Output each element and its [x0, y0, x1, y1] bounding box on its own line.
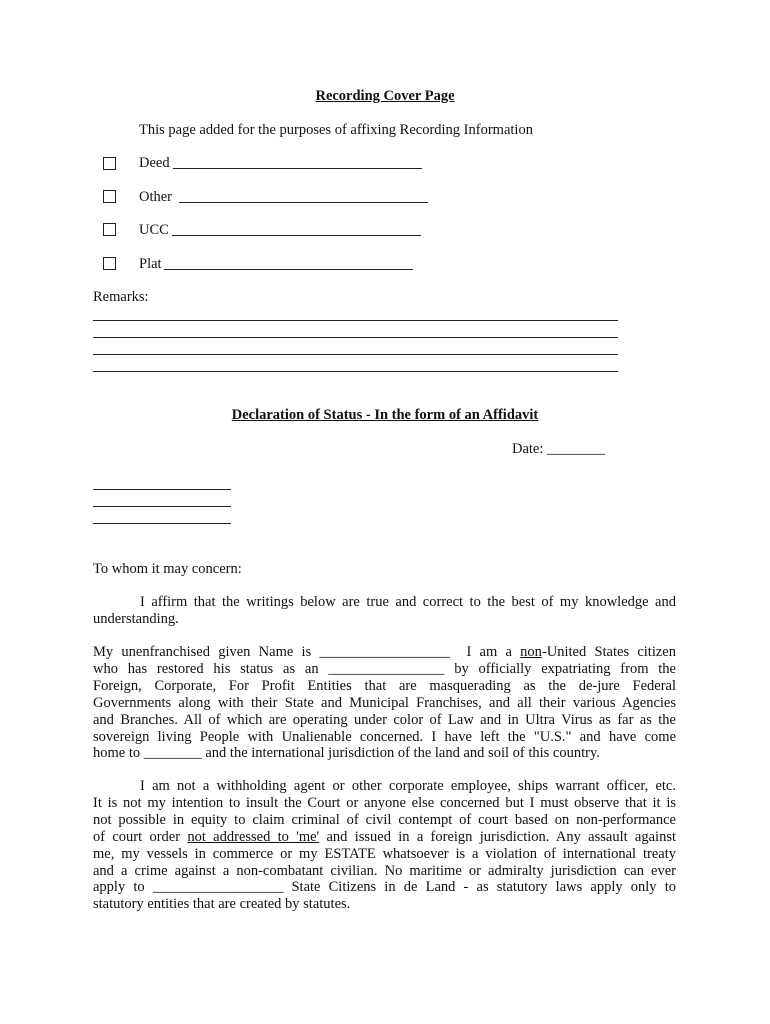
text-line: I am not a withholding agent or other corporate employee, ships warrant officer, etc.	[140, 778, 676, 794]
address-line[interactable]	[93, 506, 231, 507]
underlined-phrase: not addressed to 'me'	[187, 828, 320, 845]
text-line: and a crime against a non-combatant civilian. No maritime or admiralty jurisdiction can ever	[93, 862, 676, 879]
text-line: It is not my intention to insult the Court or anyone else concerned but I must observe that it is	[93, 794, 676, 811]
date-blank[interactable]: ________	[547, 441, 606, 457]
text-line: Governments along with their State and Municipal Franchises, and all their various Agencies	[93, 694, 676, 711]
text-line	[93, 661, 676, 678]
text-line	[93, 829, 676, 846]
text-line: statutory entities that are created by statutes.	[93, 896, 351, 913]
remarks-line[interactable]	[93, 371, 618, 372]
date-field	[512, 441, 605, 458]
ucc-blank-line[interactable]	[172, 235, 421, 236]
address-line[interactable]	[93, 489, 231, 490]
text-line: me, my vessels in commerce or my ESTATE whatsoever is a violation of international treaty	[93, 845, 676, 862]
ucc-label: UCC	[139, 222, 169, 238]
text-span: apply to	[93, 879, 153, 896]
text-line: I affirm that the writings below are true and correct to the best of my knowledge and	[140, 594, 676, 610]
paragraph-jurisdiction	[93, 778, 676, 913]
text-line: understanding.	[93, 610, 179, 627]
text-span: -United States citizen	[541, 644, 676, 660]
ucc-checkbox[interactable]	[103, 223, 116, 236]
text-line: Foreign, Corporate, For Profit Entities that are masquerading as the de-jure Federal	[93, 677, 676, 694]
deed-label: Deed	[139, 155, 170, 171]
paragraph-status	[93, 644, 676, 762]
text-span: by officially expatriating from the	[444, 660, 676, 677]
other-checkbox[interactable]	[103, 190, 116, 203]
declaration-title: Declaration of Status - In the form of an Affidavit	[231, 407, 539, 423]
address-line[interactable]	[93, 523, 231, 524]
text-span: home to	[93, 745, 144, 762]
paragraph-affirmation	[93, 594, 676, 628]
text-span: of court order	[93, 828, 188, 845]
land-blank[interactable]: __________________	[152, 879, 284, 896]
status-blank[interactable]: ________________	[328, 660, 445, 677]
remarks-line[interactable]	[93, 337, 618, 338]
name-blank[interactable]: __________________	[319, 644, 450, 660]
text-line: not possible in equity to claim criminal of civil contempt of court based on non-performance	[93, 811, 676, 828]
salutation: To whom it may concern:	[93, 561, 242, 577]
text-span: I am a	[449, 644, 521, 660]
text-line: and Branches. All of which are operating under color of Law and in Ultra Virus as far as the	[93, 711, 676, 728]
text-span: State Citizens in de Land - as statutory laws apply only to	[283, 879, 676, 896]
text-line	[93, 745, 676, 762]
text-line: sovereign living People with Unalienable concerned. I have left the "U.S." and have come	[93, 728, 676, 745]
other-label: Other	[139, 189, 173, 205]
text-span: and issued in a foreign jurisdiction. Any assault against	[319, 828, 676, 845]
text-span: My unenfranchised given Name is	[93, 644, 320, 660]
plat-blank-line[interactable]	[164, 269, 413, 270]
remarks-label: Remarks:	[93, 289, 149, 305]
cover-title: Recording Cover Page	[315, 88, 455, 104]
text-line	[93, 644, 676, 661]
plat-label: Plat	[139, 256, 162, 272]
non-underlined: non	[520, 644, 542, 660]
other-blank-line[interactable]	[179, 202, 428, 203]
home-blank[interactable]: ________	[143, 745, 202, 762]
remarks-line[interactable]	[93, 354, 618, 355]
text-span: who has restored his status as an	[93, 660, 329, 677]
text-span: and the international jurisdiction of the land and soil of this country.	[201, 745, 600, 762]
remarks-line[interactable]	[93, 320, 618, 321]
text-line	[93, 879, 676, 896]
date-label: Date:	[512, 441, 544, 457]
deed-blank-line[interactable]	[173, 168, 422, 169]
cover-intro: This page added for the purposes of affixing Recording Information	[139, 122, 533, 138]
deed-checkbox[interactable]	[103, 157, 116, 170]
plat-checkbox[interactable]	[103, 257, 116, 270]
